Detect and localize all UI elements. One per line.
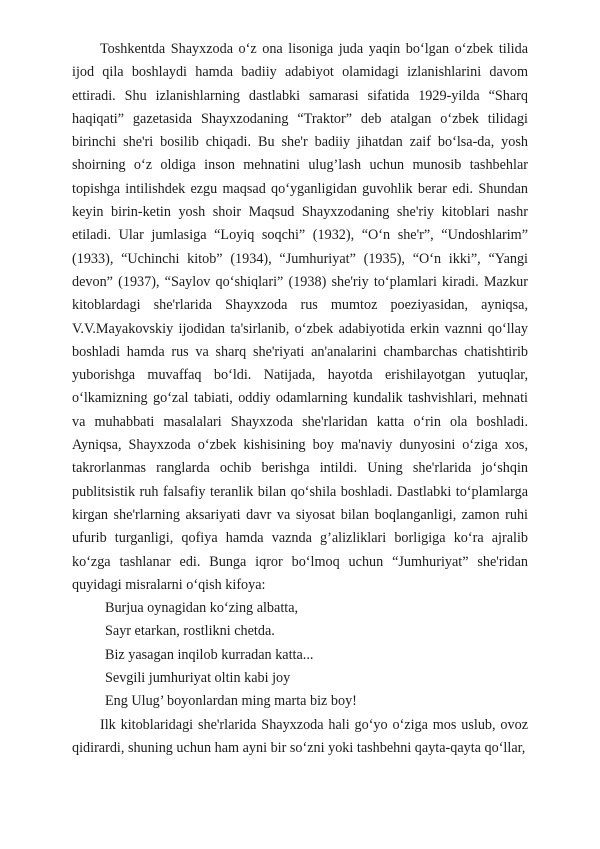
poem-line: Sevgili jumhuriyat oltin kabi joy — [105, 670, 291, 687]
poem-line: Eng Ulug’ boyonlardan ming marta biz boy! — [105, 693, 357, 710]
poem-line: Biz yasagan inqilob kurradan katta... — [105, 646, 314, 663]
poem-line: Sayr etarkan, rostlikni chetda. — [105, 623, 275, 640]
poem-excerpt — [72, 597, 528, 713]
document-page — [72, 38, 528, 760]
closing-paragraph: Ilk kitoblaridagi she'rlarida Shayxzoda hali go‘yo o‘ziga mos uslub, ovoz qidirardi, shuning uchun ham ayni bir so‘zni yoki tashbehni qayta-qayta qo‘llar, — [72, 716, 528, 756]
poem-line: Burjua oynagidan ko‘zing albatta, — [105, 600, 299, 617]
body-paragraph: Toshkentda Shayxzoda o‘z ona lisoniga juda yaqin bo‘lgan o‘zbek tilida ijod qila boshlaydi hamda badiiy adabiyot olamidagi izlanishlarini davom ettiradi. Shu izlanishlarning dastlabki samarasi sifatida 1929-yilda “Sharq haqiqati” gazetasida Shayxzodaning “Traktor” deb atalgan o‘zbek tilidagi birinchi she'ri bosilib chiqadi. Bu she'r badiiy jihatdan zaif bo‘lsa-da, yosh shoirning o‘z oldiga inson mehnatini ulug’lash uchun munosib tashbehlar topishga intilishdek ezgu maqsad qo‘yganligidan guvohlik berar edi. Shundan keyin birin-ketin yosh shoir Maqsud Shayxzodaning she'riy kitoblari nashr etiladi. Ular jumlasiga “Loyiq soqchi” (1932), “O‘n she'r”, “Undoshlarim” (1933), “Uchinchi kitob” (1934), “Jumhuriyat” (1935), “O‘n ikki”, “Yangi devon” (1937), “Saylov qo‘shiqlari” (1938) she'riy to‘plamlari kiradi. Mazkur kitoblardagi she'rlarida Shayxzoda rus mumtoz poeziyasidan, ayniqsa, V.V.Mayakovskiy ijodidan ta'sirlanib, o‘zbek adabiyotida erkin vaznni qo‘llay boshladi hamda rus va sharq she'riyati an'analarini chambarchas chatishtirib yuborishga muvaffaq bo‘ldi. Natijada, hayotda erishilayotgan yutuqlar, o‘lkamizning go‘zal tabiati, oddiy odamlarning kundalik tashvishlari, mehnati va muhabbati masalalari Shayxzoda she'rlaridan katta o‘rin ola boshladi. Ayniqsa, Shayxzoda o‘zbek kishisining boy ma'naviy dunyosini o‘ziga xos, takrorlanmas ranglarda ochib berishga intildi. Uning she'rlarida jo‘shqin publitsistik ruh falsafiy teranlik bilan qo‘shila boshladi. Dastlabki to‘plamlarga kirgan she'rlarning aksariyati davr va siyosat bilan boqlanganligi, zamon ruhi ufurib turganligi, qofiya hamda vaznda g’alizliklari borligiga ko‘ra ajralib ko‘zga tashlanar edi. Bunga iqror bo‘lmoq uchun “Jumhuriyat” she'ridan quyidagi misralarni o‘qish kifoya: — [72, 41, 528, 593]
